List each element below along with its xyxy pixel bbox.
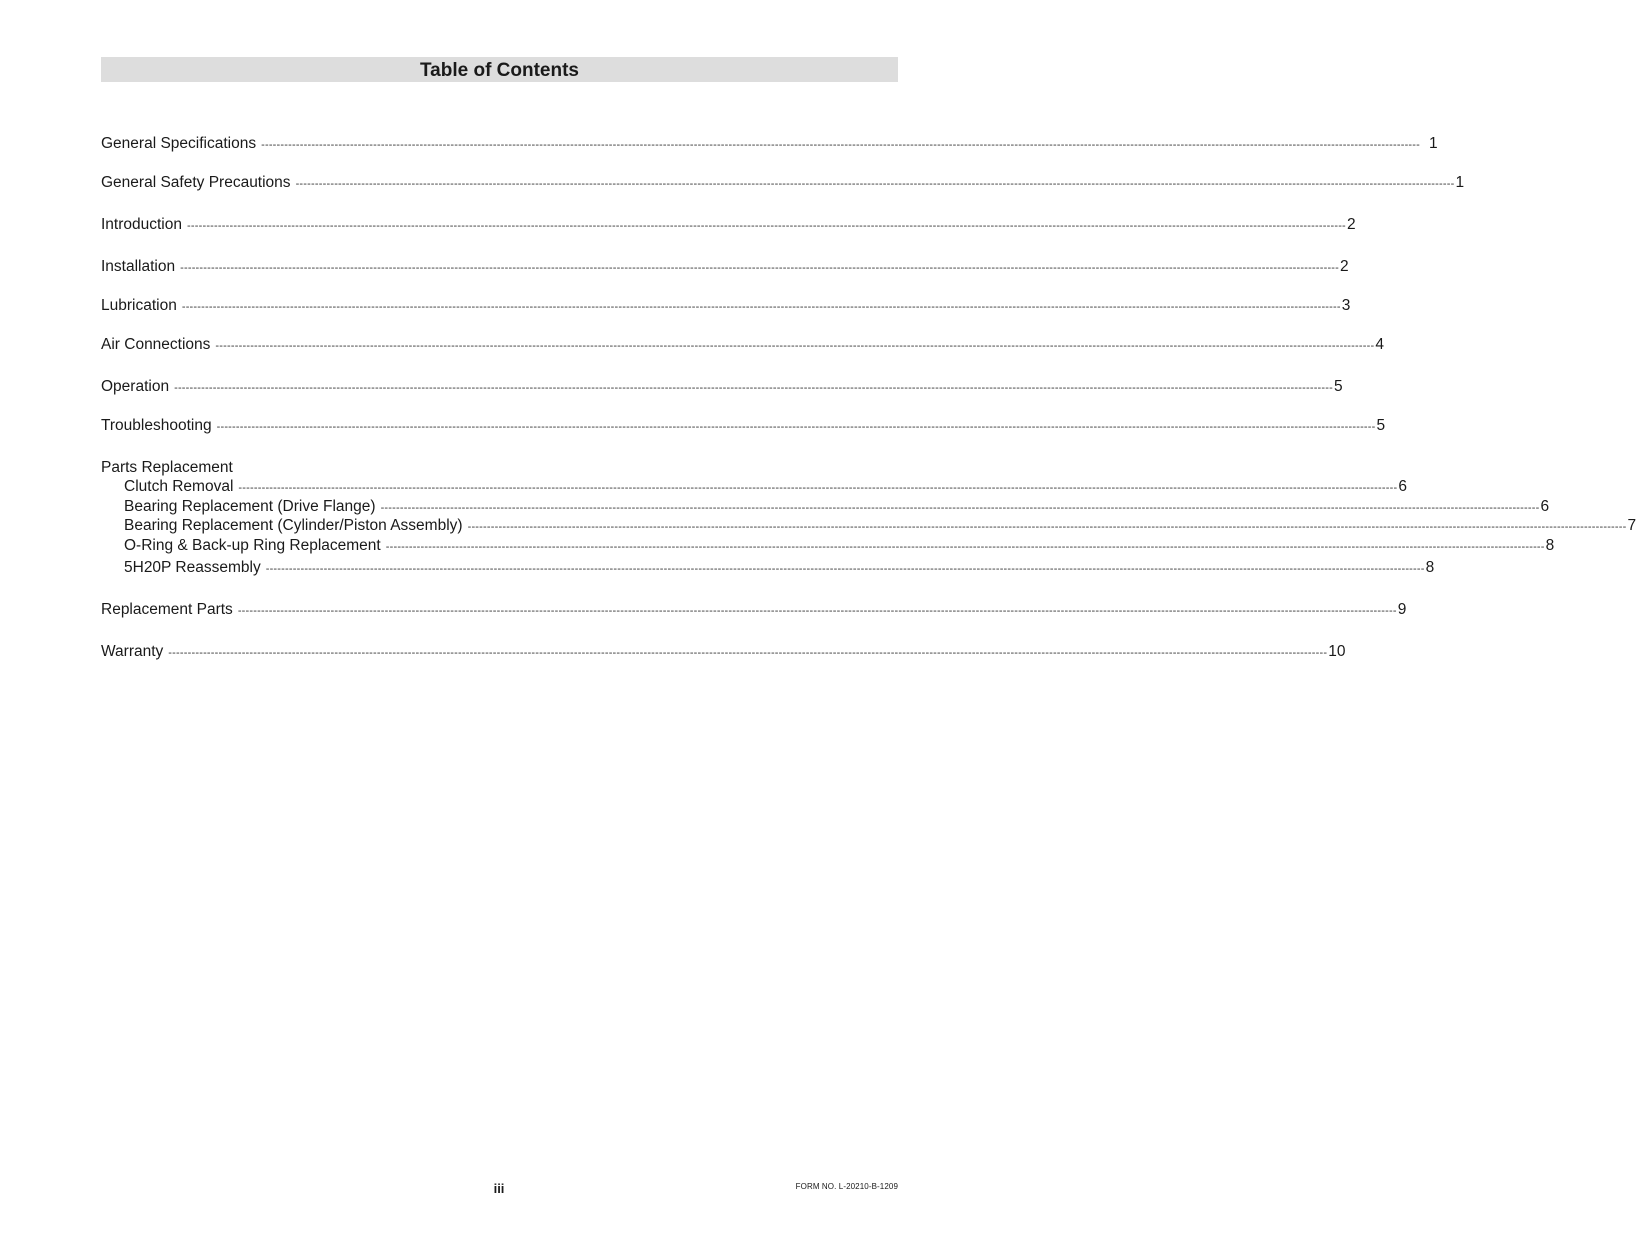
toc-entry-page: 8 xyxy=(1545,537,1555,554)
toc-entry-label: Operation xyxy=(101,378,170,395)
toc-entry-label: Replacement Parts xyxy=(101,601,233,618)
toc-entry-page: 3 xyxy=(1341,297,1351,314)
toc-section-parts-replacement[interactable]: Parts Replacement xyxy=(101,459,233,476)
toc-entry-installation[interactable] xyxy=(101,257,1349,277)
toc-leader: ------------------------------------------------------------------------------------------------------------------------------------------------------------------------------------------------------------------------------------------------------------------------------------------------------------ xyxy=(168,647,1328,659)
toc-entry-page: 9 xyxy=(1397,601,1407,618)
toc-entry-general-specifications[interactable] xyxy=(101,134,1438,154)
toc-leader: ------------------------------------------------------------------------------------------------------------------------------------------------------------------------------------------------------------------------------------------------------------------------------------------------------------ xyxy=(295,178,1455,190)
toc-subentry-clutch-removal[interactable] xyxy=(124,477,1407,497)
toc-entry-label: Warranty xyxy=(101,643,164,660)
toc-entry-page: 1 xyxy=(1455,174,1465,191)
title-bar xyxy=(101,57,898,82)
toc-leader: ------------------------------------------------------------------------------------------------------------------------------------------------------------------------------------------------------------------------------------------------------------------------------------------------------------ xyxy=(385,541,1545,553)
toc-entry-page: 2 xyxy=(1346,216,1356,233)
toc-entry-page: 6 xyxy=(1540,498,1550,515)
toc-entry-page: 5 xyxy=(1334,378,1343,395)
toc-entry-label: Introduction xyxy=(101,216,182,233)
toc-leader: ------------------------------------------------------------------------------------------------------------------------------------------------------------------------------------------------------------------------------------------------------------------------------------------------------------ xyxy=(215,340,1375,352)
toc-entry-page: 8 xyxy=(1425,559,1435,576)
page-title: Table of Contents xyxy=(419,60,580,81)
toc-leader: ------------------------------------------------------------------------------------------------------------------------------------------------------------------------------------------------------------------------------------------------------------------------------------------------------------ xyxy=(380,502,1540,514)
toc-entry-label: Lubrication xyxy=(101,297,177,314)
toc-entry-page: 4 xyxy=(1375,336,1384,353)
toc-subentry-oring-backup-ring[interactable] xyxy=(124,536,1555,556)
toc-entry-label: Installation xyxy=(101,258,176,275)
toc-entry-label: O-Ring & Back-up Ring Replacement xyxy=(124,537,381,554)
toc-entry-page: 7 xyxy=(1627,517,1636,534)
toc-leader: ------------------------------------------------------------------------------------------------------------------------------------------------------------------------------------------------------------------------------------------------------------------------------------------------------------ xyxy=(216,421,1376,433)
toc-subentry-5h20p-reassembly[interactable] xyxy=(124,558,1435,578)
toc-leader: ------------------------------------------------------------------------------------------------------------------------------------------------------------------------------------------------------------------------------------------------------------------------------------------------------------ xyxy=(261,139,1421,151)
toc-entry-introduction[interactable] xyxy=(101,215,1356,235)
toc-leader: ------------------------------------------------------------------------------------------------------------------------------------------------------------------------------------------------------------------------------------------------------------------------------------------------------------ xyxy=(265,563,1425,575)
toc-subentry-bearing-cylinder-piston[interactable] xyxy=(124,516,1636,536)
toc-entry-warranty[interactable] xyxy=(101,642,1346,662)
toc-entry-label: General Safety Precautions xyxy=(101,174,291,191)
toc-entry-label: Air Connections xyxy=(101,336,211,353)
toc-entry-lubrication[interactable] xyxy=(101,296,1351,316)
toc-entry-page: 2 xyxy=(1340,258,1349,275)
toc-entry-label: General Specifications xyxy=(101,135,257,152)
footer-page-number: iii xyxy=(493,1181,505,1196)
toc-entry-replacement-parts[interactable] xyxy=(101,600,1407,620)
toc-leader: ------------------------------------------------------------------------------------------------------------------------------------------------------------------------------------------------------------------------------------------------------------------------------------------------------------ xyxy=(187,220,1346,232)
toc-entry-label: Bearing Replacement (Cylinder/Piston Assembly) xyxy=(124,517,463,534)
toc-entry-page: 5 xyxy=(1376,417,1386,434)
toc-entry-general-safety[interactable] xyxy=(101,173,1465,193)
toc-entry-page: 6 xyxy=(1398,478,1407,495)
toc-entry-air-connections[interactable] xyxy=(101,335,1384,355)
toc-entry-label: Troubleshooting xyxy=(101,417,212,434)
footer-form-number: FORM NO. L-20210-B-1209 xyxy=(795,1182,898,1191)
toc-leader: ------------------------------------------------------------------------------------------------------------------------------------------------------------------------------------------------------------------------------------------------------------------------------------------------------------ xyxy=(174,382,1334,394)
toc-entry-label: 5H20P Reassembly xyxy=(124,559,261,576)
toc-entry-label: Clutch Removal xyxy=(124,478,234,495)
toc-entry-label: Bearing Replacement (Drive Flange) xyxy=(124,498,376,515)
toc-entry-troubleshooting[interactable] xyxy=(101,416,1386,436)
toc-leader: ------------------------------------------------------------------------------------------------------------------------------------------------------------------------------------------------------------------------------------------------------------------------------------------------------------ xyxy=(181,301,1341,313)
toc-leader: ------------------------------------------------------------------------------------------------------------------------------------------------------------------------------------------------------------------------------------------------------------------------------------------------------------ xyxy=(180,262,1340,274)
toc-leader: ------------------------------------------------------------------------------------------------------------------------------------------------------------------------------------------------------------------------------------------------------------------------------------------------------------ xyxy=(238,482,1398,494)
toc-subentry-bearing-drive-flange[interactable] xyxy=(124,497,1550,517)
toc-entry-operation[interactable] xyxy=(101,377,1343,397)
toc-leader: ------------------------------------------------------------------------------------------------------------------------------------------------------------------------------------------------------------------------------------------------------------------------------------------------------------ xyxy=(237,605,1397,617)
toc-entry-page: 1 xyxy=(1429,135,1438,152)
toc-entry-page: 10 xyxy=(1328,643,1346,660)
toc-leader: ------------------------------------------------------------------------------------------------------------------------------------------------------------------------------------------------------------------------------------------------------------------------------------------------------------ xyxy=(467,521,1627,533)
